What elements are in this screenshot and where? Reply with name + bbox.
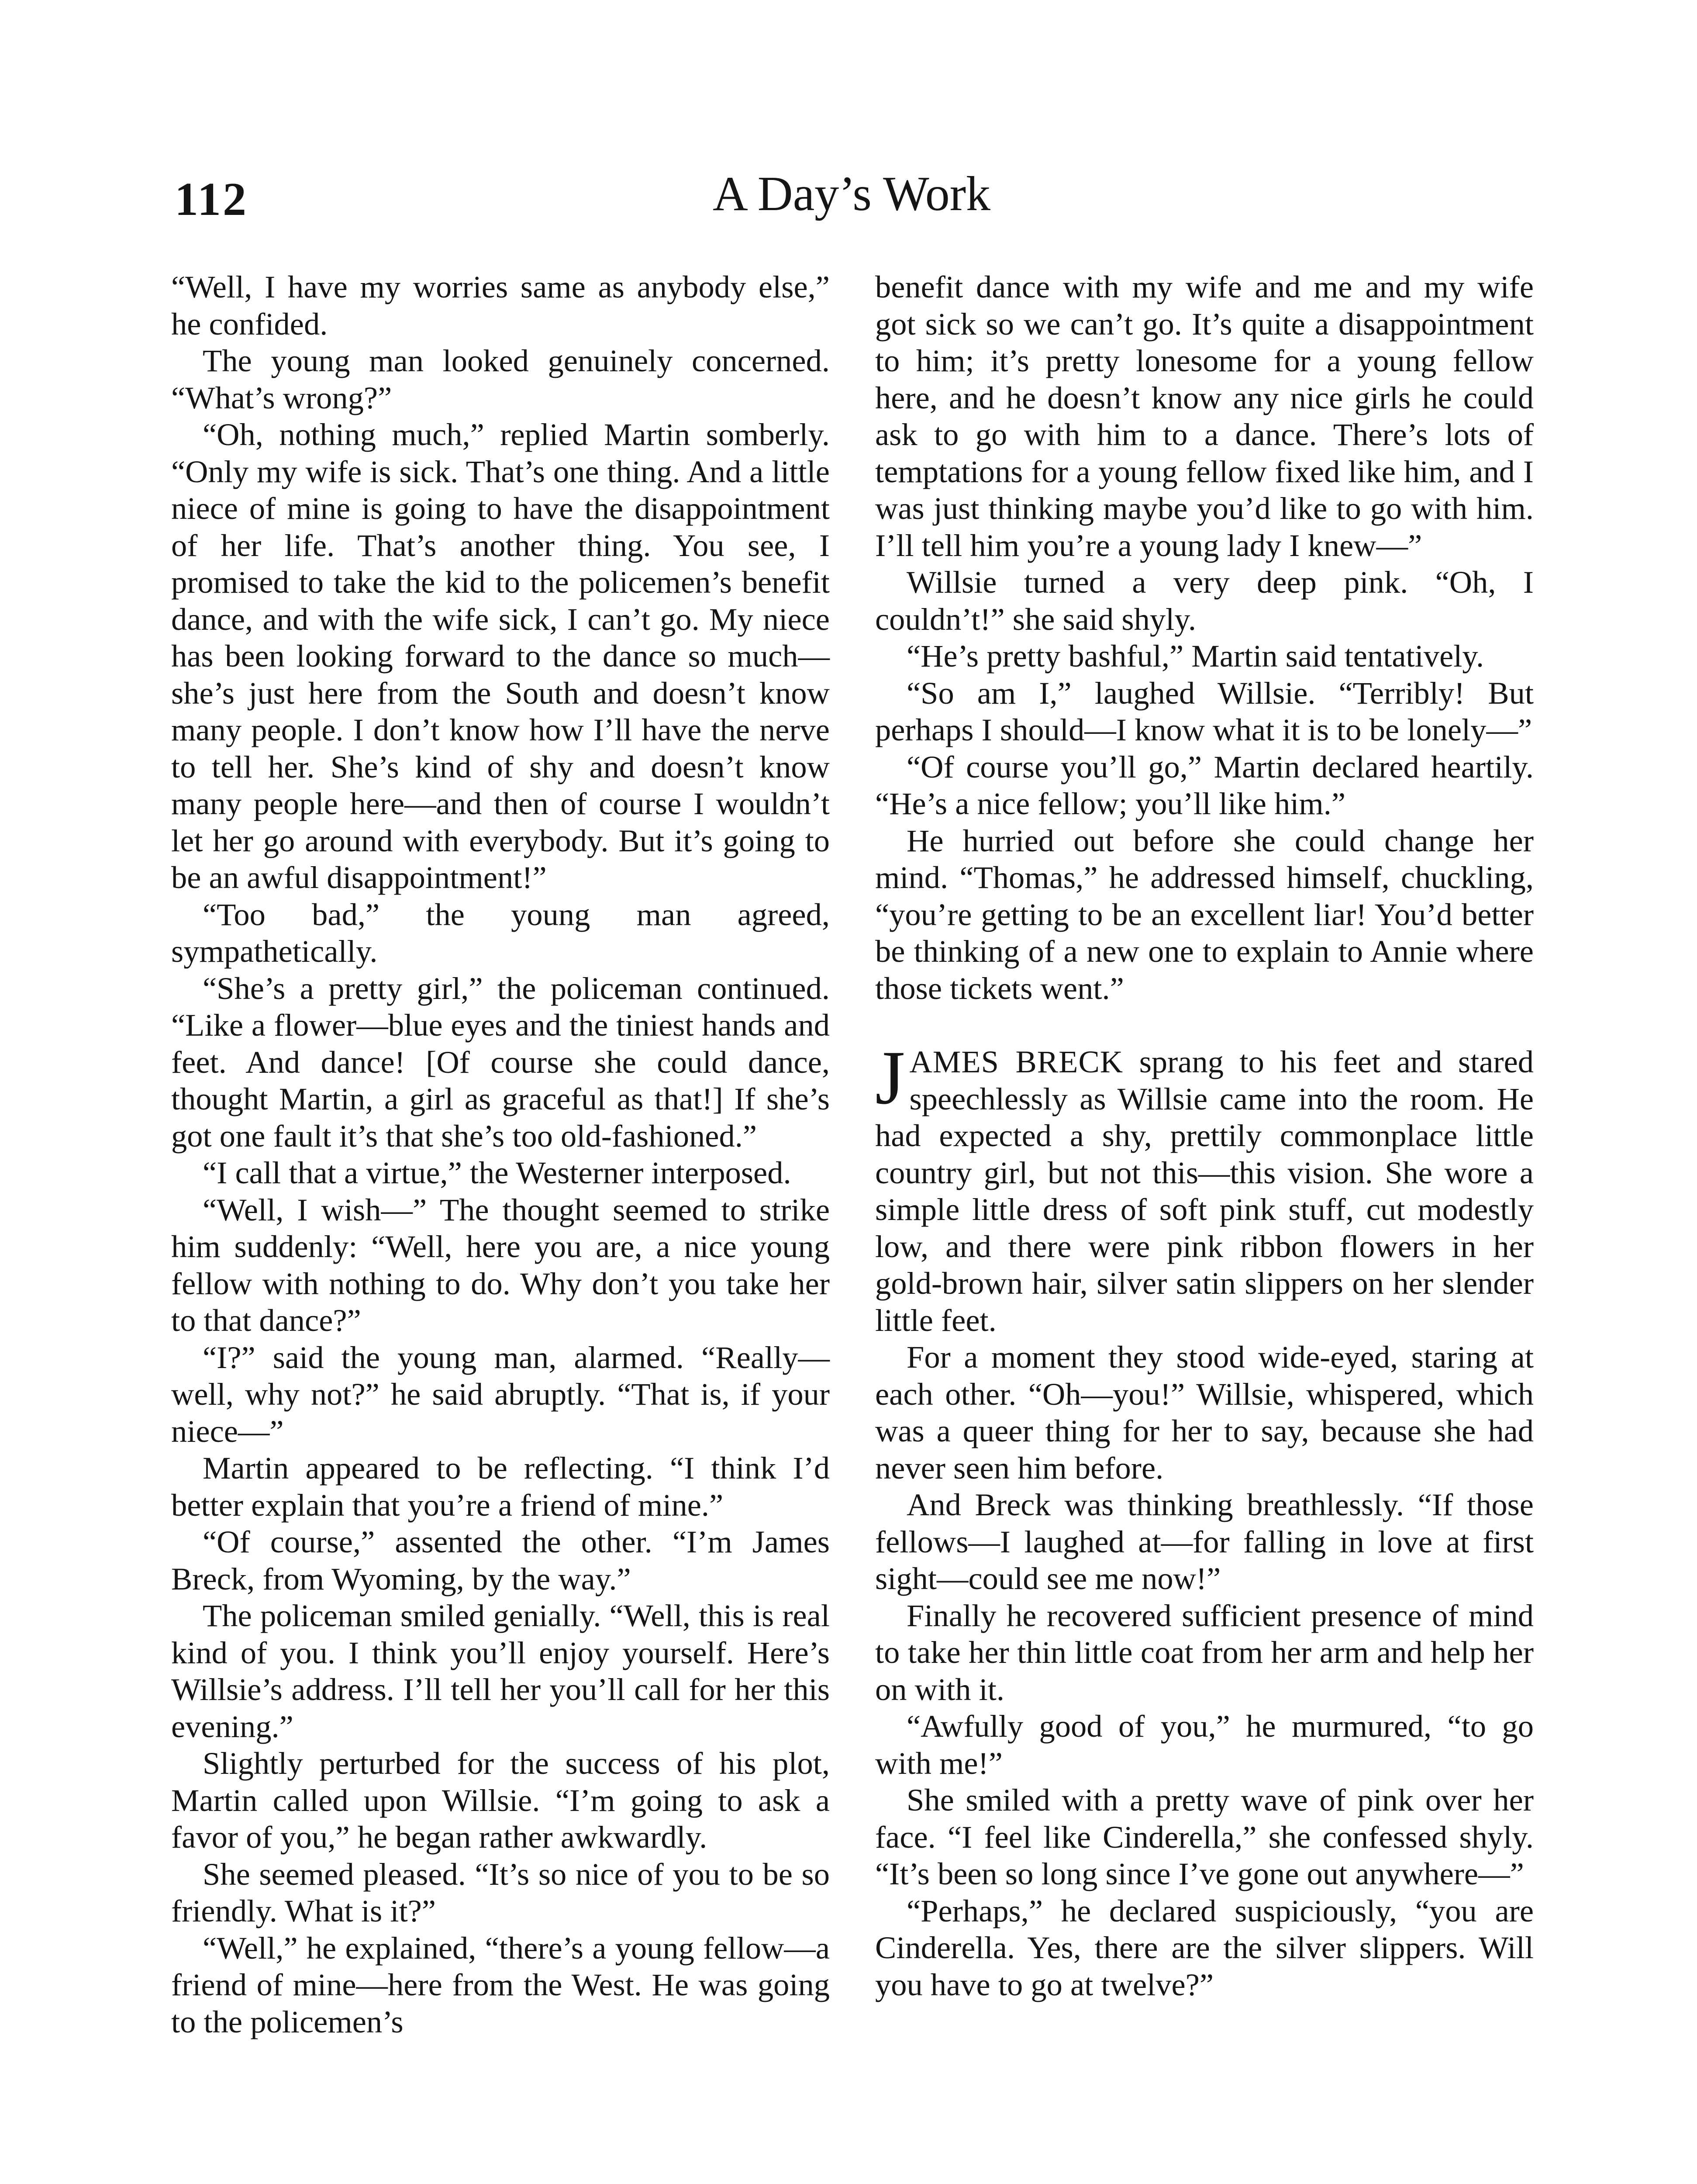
paragraph: The policeman smiled genially. “Well, this is real kind of you. I think you’ll enjoy yourself. Here’s Willsie’s address. I’ll tell her you’ll call for her this evening.” [171,1598,830,1744]
paragraph: “Of course,” assented the other. “I’m James Breck, from Wyoming, by the way.” [171,1524,830,1597]
paragraph: “Well, I wish—” The thought seemed to strike him suddenly: “Well, here you are, a nice young fellow with nothing to do. Why don’t you take her to that dance?” [171,1192,830,1338]
paragraph: “Too bad,” the young man agreed, sympathetically. [171,896,830,969]
right-column [875,269,1534,2003]
paragraph: “Well,” he explained, “there’s a young fellow—a friend of mine—here from the West. He was going to the policemen’s [171,1930,830,2039]
small-caps-name: AMES BRECK [909,1044,1124,1079]
paragraph: For a moment they stood wide-eyed, staring at each other. “Oh—you!” Willsie, whispered, which was a queer thing for her to say, because she had never seen him before. [875,1339,1534,1486]
paragraph: “So am I,” laughed Willsie. “Terribly! But perhaps I should—I know what it is to be lonely—” [875,675,1534,747]
paragraph: Martin appeared to be reflecting. “I think I’d better explain that you’re a friend of mine.” [171,1450,830,1523]
paragraph: She smiled with a pretty wave of pink over her face. “I feel like Cinderella,” she confessed shyly. “It’s been so long since I’ve gone out anywhere—” [875,1782,1534,1891]
paragraph: “I?” said the young man, alarmed. “Really—well, why not?” he said abruptly. “That is, if your niece—” [171,1339,830,1449]
paragraph: “Oh, nothing much,” replied Martin somberly. “Only my wife is sick. That’s one thing. And a little niece of mine is going to have the disappointment of her life. That’s another thing. You see, I promised to take the kid to the policemen’s benefit dance, and with the wife sick, I can’t go. My niece has been looking forward to the dance so much—she’s just here from the South and doesn’t know many people. I don’t know how I’ll have the nerve to tell her. She’s kind of shy and doesn’t know many people here—and then of course I wouldn’t let her go around with everybody. But it’s going to be an awful disappointment!” [171,417,830,895]
paragraph: Willsie turned a very deep pink. “Oh, I couldn’t!” she said shyly. [875,564,1534,637]
page-header [0,0,1697,262]
paragraph: Slightly perturbed for the success of his plot, Martin called upon Willsie. “I’m going to ask a favor of you,” he began rather awkwardly. [171,1745,830,1855]
running-title: A Day’s Work [712,167,990,221]
paragraph: The young man looked genuinely concerned. “What’s wrong?” [171,343,830,415]
paragraph: And Breck was thinking breathlessly. “If those fellows—I laughed at—for falling in love at first sight—could see me now!” [875,1487,1534,1596]
paragraph: “Well, I have my worries same as anybody else,” he confided. [171,269,830,342]
section-opening-paragraph [875,1035,1534,1339]
left-column [171,269,830,2040]
paragraph: “He’s pretty bashful,” Martin said tentatively. [907,638,1484,674]
paragraph: He hurried out before she could change her mind. “Thomas,” he addressed himself, chuckling, “you’re getting to be an excellent liar! You’d better be thinking of a new one to explain to Annie where those tickets went.” [875,822,1534,1006]
paragraph: Finally he recovered sufficient presence of mind to take her thin little coat from her arm and help her on with it. [875,1597,1534,1707]
page-number: 112 [175,173,248,225]
paragraph: She seemed pleased. “It’s so nice of you to be so friendly. What is it?” [171,1856,830,1928]
drop-cap: J [875,1035,905,1120]
paragraph: “Of course you’ll go,” Martin declared heartily. “He’s a nice fellow; you’ll like him.” [875,749,1534,821]
paragraph: “Perhaps,” he declared suspiciously, “you are Cinderella. Yes, there are the silver slippers. Will you have to go at twelve?” [875,1893,1534,2002]
opening-text: sprang to his feet and stared speechlessly as Willsie came into the room. He had expected a shy, prettily commonplace little country girl, but not this—this vision. She wore a simple little dress of soft pink stuff, cut modestly low, and there were pink ribbon flowers in her gold-brown hair, silver satin slippers on her slender little feet. [875,1044,1534,1338]
paragraph: “She’s a pretty girl,” the policeman continued. “Like a flower—blue eyes and the tiniest hands and feet. And dance! [Of course she could dance, thought Martin, a girl as graceful as that!] If she’s got one fault it’s that she’s too old-fashioned.” [171,970,830,1154]
paragraph: benefit dance with my wife and me and my wife got sick so we can’t go. It’s quite a disappointment to him; it’s pretty lonesome for a young fellow here, and he doesn’t know any nice girls he could ask to go with him to a dance. There’s lots of temptations for a young fellow fixed like him, and I was just thinking maybe you’d like to go with him. I’ll tell him you’re a young lady I knew—” [875,269,1534,563]
paragraph: “Awfully good of you,” he murmured, “to go with me!” [875,1708,1534,1781]
paragraph: “I call that a virtue,” the Westerner interposed. [203,1155,791,1190]
